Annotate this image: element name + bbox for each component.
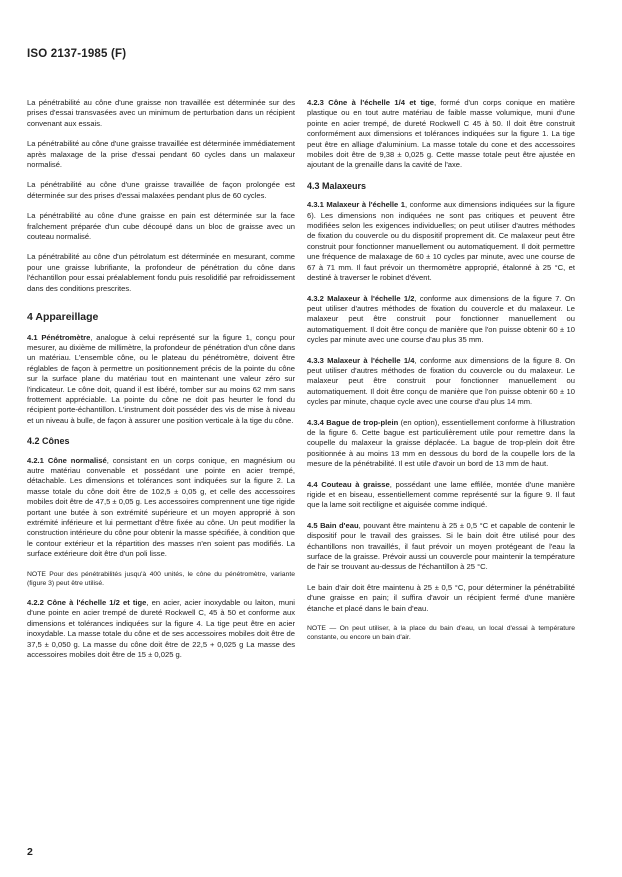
subsection-text: , conforme aux dimensions de la figure 8. On peut utiliser d'autres méthodes de fixation du couvercle ou du malaxeur. Le malaxeur peut être construit pour fonctionner manuellement ou automatiquement. Il doit être conçu de manière que l'on puisse obtenir 60 ± 10 cycles par minute, chaque cycle avec une course d'au plus 14 mm. xyxy=(307,355,575,407)
subsection-title: 4.2.2 Cône à l'échelle 1/2 et tige xyxy=(27,598,147,608)
subsection-text: , analogue à celui représenté sur la figure 1, conçu pour mesurer, au dixième de millimètre, la profondeur de pénétration d'un cône dans un matériau. L'ensemble cône, ou le plateau du pénétromètre, doivent être réglables de façon à permettre un positionnement précis de la pointe du cône sur la surface plane du matériau tout en maintenant une valeur zéro sur l'indicateur. Le cône doit, quand il est libéré, tomber sur au moins 62 mm sans frottement appréciable. La pointe du cône ne doit pas heurter le fond du récipient porte-échantillon. L'instrument doit posséder des vis de mise à niveau et un niveau à bulle, de façon à assurer une position verticale à la tige du cône. xyxy=(27,332,295,425)
subsection-title: 4.4 Couteau à graisse xyxy=(307,479,390,489)
paragraph: Le bain d'air doit être maintenu à 25 ± 0,5 °C, pour déterminer la pénétrabilité d'une graisse en pain; il suffira d'avoir un récipient fermé d'une manière étanche et placé dans le bain d'eau. xyxy=(307,582,575,613)
subsection-text: , en acier, acier inoxydable ou laiton, muni d'une pointe en acier trempé de dureté Rockwell C, 45 à 50 et conforme aux dimensions et tolérances indiquées sur la figure 4. La tige peut être en acier inoxydable. La masse totale du cône et de ses accessoires mobiles doit être de 37,5 ± 0,050 g. La masse du cône doit être de 22,5 + 0,025 g La masse des accessoires mobiles doit être de 15 ± 0,025 g. xyxy=(27,598,295,660)
subsection-text: , conforme aux dimensions indiquées sur la figure 6). Les dimensions non indiquées ne sont pas critiques et peuvent être modifiées selon les exigences individuelles; on peut utiliser d'autres méthodes de fixation du couvercle ou du dispositif proprement dit. Ce malaxeur peut être construit pour fonctionner manuellement ou automatiquement. Il doit permettre une fréquence de malaxage de 60 ± 10 cycles par minute, avec une course de 67 à 71 mm. Il faut prévoir un thermomètre approprié, étalonné à 25 °C, et destiné à traverser le robinet d'évent. xyxy=(307,200,575,283)
section-4-1 xyxy=(27,333,295,427)
section-4-4 xyxy=(307,480,575,511)
section-heading-4-3: 4.3 Malaxeurs xyxy=(307,180,367,191)
subsection-text: , formé d'un corps conique en matière plastique ou en tout autre matériau de faible masse volumique, muni d'une pointe en acier trempé, de dureté Rockwell C 45 à 50. Il doit être construit conformément aux dimensions et tolérances indiquées sur la figure 1. La tige peut être en alliage d'aluminium. La masse totale du cone et des accessoires mobiles doit être de 9,38 ± 0,025 g. Cette masse totale peut être ajustée en ajoutant de la grenaille dans la cavité de l'axe. xyxy=(307,98,575,170)
left-column xyxy=(27,98,295,670)
subsection-title: 4.5 Bain d'eau xyxy=(307,520,359,530)
page-number: 2 xyxy=(27,846,33,858)
section-4-3-2 xyxy=(307,294,575,346)
section-4-2-2 xyxy=(27,598,295,660)
subsection-text: , conforme aux dimensions de la figure 7. On peut utiliser d'autres méthodes de fixation du couvercle et du malaxeur. Le malaxeur peut être construit pour fonctionner manuellement ou automatiquement. Il doit être conçu de manière que l'on puisse obtenir 60 ± 10 cycles par minute avec une course d'au plus 35 mm. xyxy=(307,293,575,345)
subsection-text: , pouvant être maintenu à 25 ± 0,5 °C et capable de contenir le dispositif pour le travail des graisses. Si le bain doit être utilisé pour des échantillons non travaillés, il faut prévoir un moyen protégeant de l'eau la surface de la graisse. Prévoir aussi un couvercle pour maintenir la température de l'air se trouvant au-dessus de l'échantillon à 25 °C. xyxy=(307,520,575,572)
section-4-5 xyxy=(307,521,575,573)
note: NOTE — On peut utiliser, à la place du bain d'eau, un local d'essai à température constante, ou encore un bain d'air. xyxy=(307,625,575,642)
section-heading-4: 4 Appareillage xyxy=(27,311,99,324)
subsection-title: 4.2.3 Cône à l'échelle 1/4 et tige xyxy=(307,98,434,107)
subsection-title: 4.3.2 Malaxeur à l'échelle 1/2 xyxy=(307,293,415,303)
section-4-3-3 xyxy=(307,356,575,408)
subsection-title: 4.3.3 Malaxeur à l'échelle 1/4 xyxy=(307,355,415,365)
section-4-3-1 xyxy=(307,200,575,283)
paragraph: La pénétrabilité au cône d'un pétrolatum est déterminée en mesurant, comme pour une graisse lubrifiante, la profondeur de pénétration du cône dans l'échantillon pour essai préalablement fondu puis resolidifié par refroidissement dans des conditions prescrites. xyxy=(27,252,295,293)
note: NOTE Pour des pénétrabilités jusqu'à 400 unités, le cône du pénétromètre, variante (figure 3) peut être utilisé. xyxy=(27,570,295,587)
subsection-text: , consistant en un corps conique, en magnésium ou autre matériau convenable et possédant une pointe en acier trempé, détachable. Les dimensions et tolérances sont indiquées sur la figure 2. La masse totale du cône doit être de 102,5 ± 0,05 g, et celle des accessoires mobiles doit être de 47,5 ± 0,05 g. Les accessoires comprennent une tige rigide portant une butée à son extrémité supérieure et un moyen approprié à son extrémité inférieure et lui permettant d'être fixée au cône. Un peut modifier la construction intérieure du cône pour obtenir la masse spécifiée, à condition que le contour extérieur et la répartition des masses n'en soient pas modifiés. La surface extérieure doit être d'un poli lisse. xyxy=(27,455,296,559)
paragraph: La pénétrabilité au cône d'une graisse non travaillée est déterminée sur des prises d'essai transvasées avec un minimum de perturbation dans un récipient convenant aux essais. xyxy=(27,98,295,128)
subsection-text: , possédant une lame effilée, montée d'une manière rigide et en biseau, essentiellement comme représenté sur la figure 9. Il faut que la lame soit rectiligne et aiguisée comme indiqué. xyxy=(307,479,575,510)
section-heading-4-2: 4.2 Cônes xyxy=(27,436,70,447)
section-4-3-4 xyxy=(307,418,575,470)
subsection-title: 4.3.1 Malaxeur à l'échelle 1 xyxy=(307,200,405,210)
subsection-text: (en option), essentiellement conforme à l'illustration de la figure 6. Cette bague est particulièrement utile pour remettre dans la coupelle du malaxeur la graisse déplacée. La bague de trop-plein doit être positionnée à au moins 13 mm en dessous du bord de la coupelle lors de la mesure de la pénétrabilité. Il est utile d'avoir un bord de 13 mm de haut. xyxy=(307,417,575,469)
document-header: ISO 2137-1985 (F) xyxy=(27,48,127,60)
section-4-2-1 xyxy=(27,456,295,560)
subsection-title: 4.3.4 Bague de trop-plein xyxy=(307,417,399,427)
paragraph: La pénétrabilité au cône d'une graisse travaillée est déterminée immédiatement après malaxage de la prise d'essai pendant 60 cycles dans un malaxeur normalisé. xyxy=(27,139,295,170)
subsection-title: 4.1 Pénétromètre xyxy=(27,332,91,342)
subsection-title: 4.2.1 Cône normalisé xyxy=(27,455,107,465)
paragraph: La pénétrabilité au cône d'une graisse en pain est déterminée sur la face fraîchement préparée d'un cube découpé dans un bloc de graisse avec un couteau normalisé. xyxy=(27,211,295,242)
paragraph: La pénétrabilité au cône d'une graisse travaillée de façon prolongée est déterminée sur des prises d'essai malaxées pendant plus de 60 cycles. xyxy=(27,180,295,200)
section-4-2-3 xyxy=(307,98,575,171)
right-column xyxy=(307,98,575,652)
